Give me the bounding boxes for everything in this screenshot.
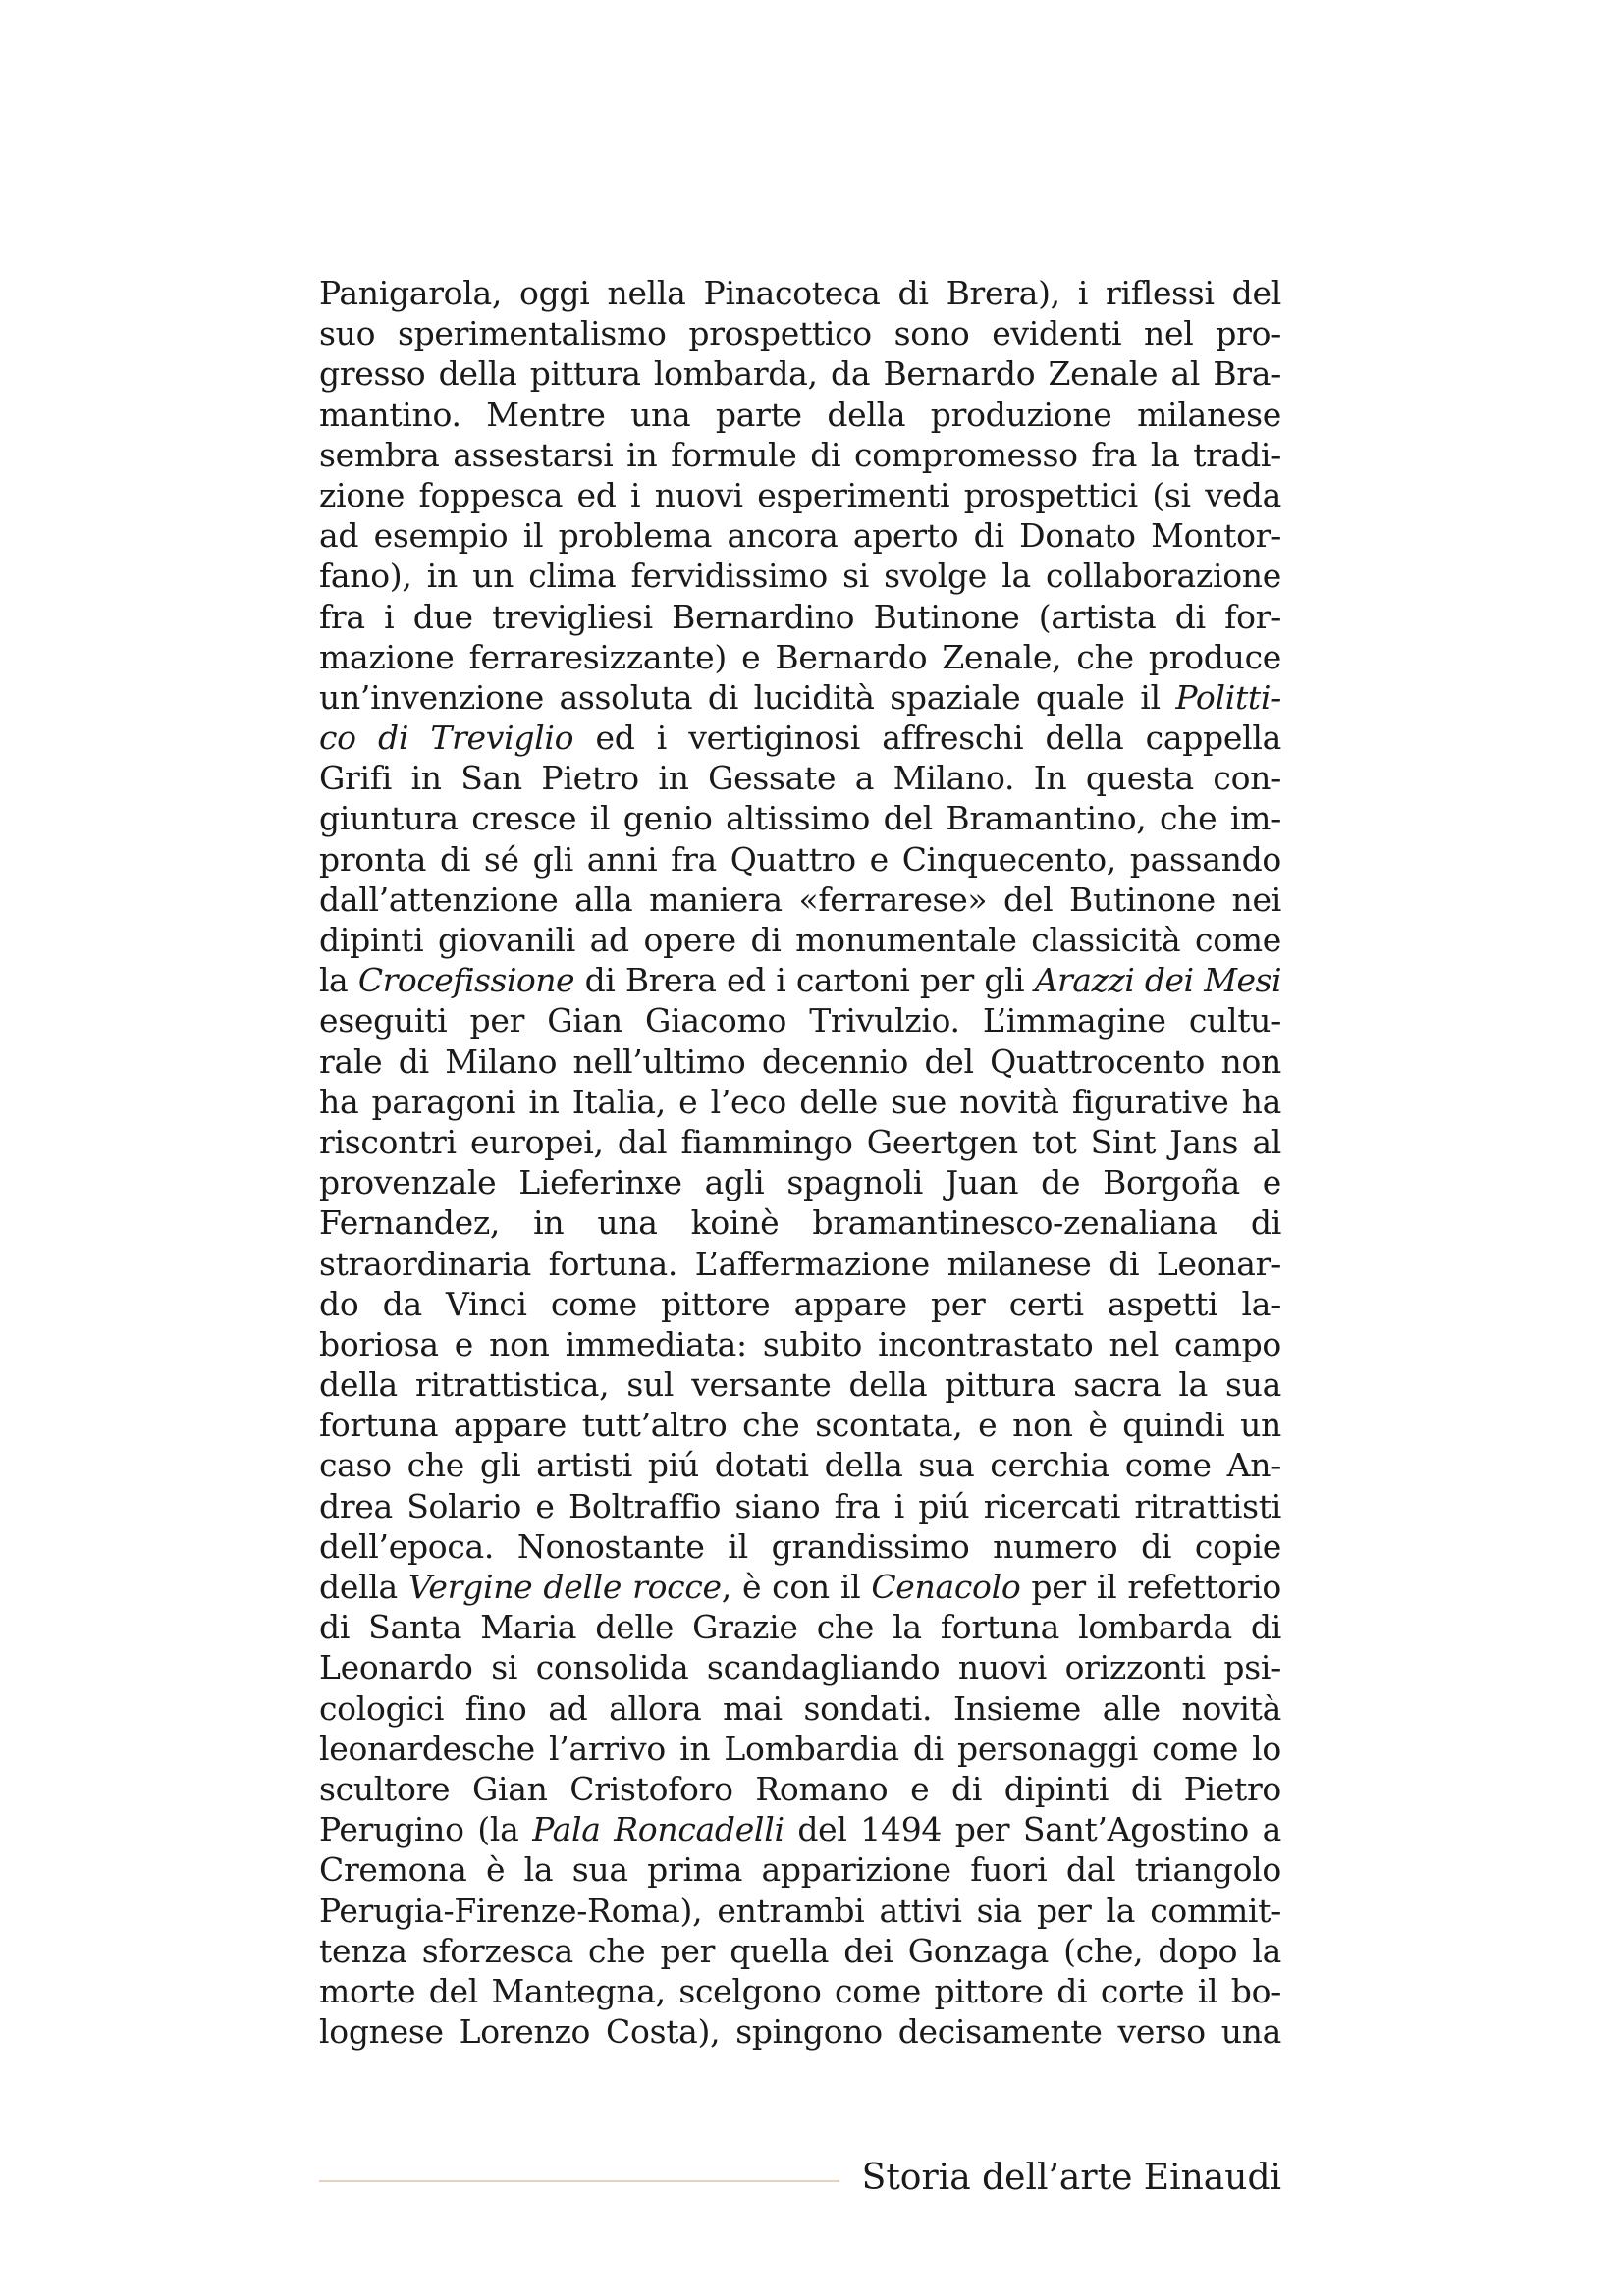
text-line bbox=[319, 1162, 1281, 1202]
text-segment: zione foppesca ed i nuovi esperimenti prospettici (si veda bbox=[319, 475, 1281, 514]
text-segment: dipinti giovanili ad opere di monumentale classicità come bbox=[319, 921, 1281, 959]
text-line bbox=[319, 1729, 1281, 1769]
text-line bbox=[319, 353, 1281, 394]
text-line bbox=[319, 1849, 1281, 1890]
italic-title-segment: Cenacolo bbox=[871, 1568, 1021, 1606]
text-segment: mantino. Mentre una parte della produzione milanese bbox=[319, 395, 1281, 434]
text-line bbox=[319, 1526, 1281, 1567]
text-segment: fano), in un clima fervidissimo si svolge la collaborazione bbox=[319, 557, 1281, 596]
text-segment: pronta di sé gli anni fra Quattro e Cinquecento, passando bbox=[319, 839, 1281, 879]
italic-title-segment: Crocefissione bbox=[357, 961, 575, 1000]
text-line bbox=[319, 2011, 1281, 2052]
text-segment: della ritrattistica, sul versante della pittura sacra la sua bbox=[319, 1365, 1281, 1405]
text-segment: cologici fino ad allora mai sondati. Insieme alle novità bbox=[319, 1688, 1281, 1728]
text-line bbox=[319, 798, 1281, 838]
text-line bbox=[319, 1082, 1281, 1122]
text-segment: Leonardo si consolida scandagliando nuovi orizzonti psi- bbox=[319, 1648, 1281, 1687]
text-line bbox=[319, 1000, 1281, 1041]
text-segment: per il refettorio bbox=[1020, 1568, 1282, 1606]
text-segment: provenzale Lieferinxe agli spagnoli Juan de Borgoña e bbox=[319, 1163, 1281, 1202]
text-line bbox=[319, 1647, 1281, 1687]
text-line bbox=[319, 718, 1281, 758]
text-line bbox=[319, 475, 1281, 515]
text-segment: mazione ferraresizzante) e Bernardo Zenale, che produce bbox=[319, 637, 1281, 676]
text-segment: Grifi in San Pietro in Gessate a Milano. In questa con- bbox=[319, 759, 1281, 798]
footer-publication-title: Storia dell’arte Einaudi bbox=[861, 2158, 1281, 2198]
text-line bbox=[319, 1405, 1281, 1445]
text-line bbox=[319, 920, 1281, 960]
text-segment: Perugino (la bbox=[319, 1810, 533, 1849]
text-line bbox=[319, 1891, 1281, 1931]
text-line bbox=[319, 597, 1281, 637]
text-segment: riscontri europei, dal fiammingo Geertgen tot Sint Jans al bbox=[319, 1122, 1281, 1161]
text-segment: Panigarola, oggi nella Pinacoteca di Brera), i riflessi del bbox=[319, 274, 1281, 312]
text-line bbox=[319, 1364, 1281, 1405]
text-line bbox=[319, 1122, 1281, 1162]
text-segment: giuntura cresce il genio altissimo del Bramantino, che im- bbox=[319, 799, 1281, 838]
text-segment: rale di Milano nell’ultimo decennio del Quattrocento non bbox=[319, 1041, 1281, 1081]
text-segment: della bbox=[319, 1568, 408, 1606]
text-line bbox=[319, 637, 1281, 677]
text-segment: scultore Gian Cristoforo Romano e di dipinti di Pietro bbox=[319, 1769, 1281, 1808]
text-segment: Perugia-Firenze-Roma), entrambi attivi sia per la commit- bbox=[319, 1891, 1281, 1930]
text-line bbox=[319, 273, 1281, 313]
text-line bbox=[319, 395, 1281, 435]
text-line bbox=[319, 1931, 1281, 1971]
text-segment: ha paragoni in Italia, e l’eco delle sue novità figurative ha bbox=[319, 1082, 1281, 1121]
text-line bbox=[319, 880, 1281, 920]
text-segment: sembra assestarsi in formule di compromesso fra la tradi- bbox=[319, 435, 1281, 474]
text-line bbox=[319, 1486, 1281, 1526]
text-segment: Cremona è la sua prima apparizione fuori dal triangolo bbox=[319, 1850, 1281, 1890]
text-line bbox=[319, 1284, 1281, 1324]
text-segment: eseguiti per Gian Giacomo Trivulzio. L’immagine cultu- bbox=[319, 1001, 1281, 1041]
italic-title-segment: Pala Roncadelli bbox=[532, 1810, 784, 1849]
text-segment: fra i due trevigliesi Bernardino Butinone (artista di for- bbox=[319, 597, 1281, 636]
text-line bbox=[319, 1688, 1281, 1729]
text-segment: un’invenzione assoluta di lucidità spaziale quale il bbox=[319, 677, 1176, 717]
italic-title-segment: co di Treviglio bbox=[319, 719, 574, 758]
text-line bbox=[319, 1445, 1281, 1485]
text-line bbox=[319, 758, 1281, 798]
text-line bbox=[319, 1971, 1281, 2011]
text-line bbox=[319, 677, 1281, 718]
text-line bbox=[319, 1202, 1281, 1243]
text-line bbox=[319, 1769, 1281, 1809]
text-line bbox=[319, 839, 1281, 880]
text-line bbox=[319, 313, 1281, 353]
text-segment: Fernandez, in una koinè bramantinesco-zenaliana di bbox=[319, 1203, 1281, 1243]
text-segment: fortuna appare tutt’altro che scontata, e non è quindi un bbox=[319, 1406, 1281, 1445]
text-segment: di Santa Maria delle Grazie che la fortuna lombarda di bbox=[319, 1608, 1281, 1647]
text-segment: do da Vinci come pittore appare per certi aspetti la- bbox=[319, 1284, 1281, 1323]
text-line bbox=[319, 515, 1281, 556]
footer-divider bbox=[319, 2180, 839, 2182]
text-line bbox=[319, 1041, 1281, 1082]
page-footer bbox=[319, 2155, 1281, 2202]
text-segment: morte del Mantegna, scelgono come pittore di corte il bo- bbox=[319, 1971, 1281, 2010]
text-segment: caso che gli artisti piú dotati della sua cerchia come An- bbox=[319, 1446, 1281, 1485]
text-segment: la bbox=[319, 961, 358, 1000]
text-segment: , è con il bbox=[721, 1568, 872, 1606]
text-line bbox=[319, 960, 1281, 1000]
page-body-text bbox=[319, 273, 1281, 2052]
text-segment: di Brera ed i cartoni per gli bbox=[574, 961, 1035, 1000]
italic-title-segment: Vergine delle rocce bbox=[407, 1568, 722, 1606]
text-segment: gresso della pittura lombarda, da Bernardo Zenale al Bra- bbox=[319, 354, 1281, 394]
text-segment: drea Solario e Boltraffio siano fra i piú ricercati ritrattisti bbox=[319, 1486, 1281, 1525]
text-segment: dell’epoca. Nonostante il grandissimo numero di copie bbox=[319, 1526, 1281, 1566]
italic-title-segment: Arazzi dei Mesi bbox=[1034, 961, 1282, 1000]
text-segment: ad esempio il problema ancora aperto di Donato Montor- bbox=[319, 516, 1281, 556]
text-line bbox=[319, 1244, 1281, 1284]
italic-title-segment: Politti- bbox=[1175, 677, 1281, 717]
text-line bbox=[319, 556, 1281, 596]
text-line bbox=[319, 1567, 1281, 1607]
text-segment: del 1494 per Sant’Agostino a bbox=[784, 1810, 1282, 1849]
text-segment: boriosa e non immediata: subito incontrastato nel campo bbox=[319, 1324, 1281, 1363]
text-segment: ed i vertiginosi affreschi della cappella bbox=[573, 719, 1281, 758]
text-line bbox=[319, 1607, 1281, 1647]
text-segment: dall’attenzione alla maniera «ferrarese» del Butinone nei bbox=[319, 880, 1281, 919]
text-segment: lognese Lorenzo Costa), spingono decisamente verso una bbox=[319, 2012, 1281, 2052]
text-segment: tenza sforzesca che per quella dei Gonzaga (che, dopo la bbox=[319, 1931, 1281, 1970]
text-line bbox=[319, 1809, 1281, 1849]
text-line bbox=[319, 435, 1281, 475]
text-line bbox=[319, 1324, 1281, 1364]
text-segment: straordinaria fortuna. L’affermazione milanese di Leonar- bbox=[319, 1244, 1281, 1283]
text-segment: suo sperimentalismo prospettico sono evidenti nel pro- bbox=[319, 314, 1281, 353]
text-segment: leonardesche l’arrivo in Lombardia di personaggi come lo bbox=[319, 1729, 1281, 1768]
